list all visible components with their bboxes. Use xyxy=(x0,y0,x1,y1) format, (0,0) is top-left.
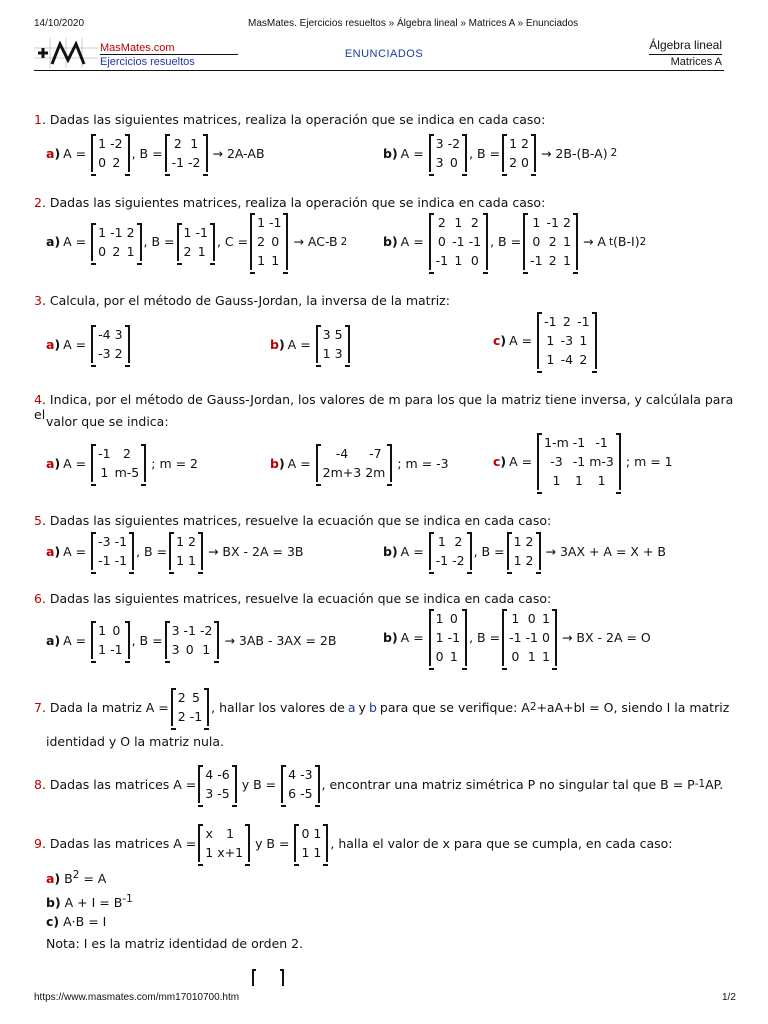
matrix: 4 -3 6 -5 xyxy=(281,765,319,803)
part-label: b xyxy=(383,630,392,645)
q2-part-b: b ) A = 2 1 2 0 -1 -1 -1 1 0 , B = 1 -1 2 0 2 1 -1 2 1 → A t (B-I) 2 xyxy=(383,215,647,268)
item-text: A·B = I xyxy=(63,914,107,929)
superscript: -1 xyxy=(694,778,706,790)
question-number: 4 xyxy=(34,392,42,407)
operation-cont: (B-I) xyxy=(613,234,640,249)
matrix: -3 -1 -1 -1 xyxy=(91,532,134,570)
matrix: x 1 1 x+1 xyxy=(198,824,250,862)
question-text: , halla el valor de x para que se cumpla, en cada caso: xyxy=(330,835,673,851)
q3-part-c: c ) A = -1 2 -1 1 -3 1 1 -4 2 xyxy=(493,312,599,369)
question-2 xyxy=(34,195,545,210)
matrix: 1 -1 2 0 2 1 -1 2 1 xyxy=(523,213,578,270)
operation: → AC-B xyxy=(293,234,338,249)
q3-part-b: b ) A = 3 5 1 3 xyxy=(270,325,352,363)
question-text: +aA+bI = O, siendo I la matriz xyxy=(536,699,730,715)
m-value: ; m = -3 xyxy=(397,455,449,471)
question-5 xyxy=(34,513,551,528)
part-label: b xyxy=(270,455,279,471)
question-text: . Calcula, por el método de Gauss-Jordan, la inversa de la matriz: xyxy=(41,293,450,308)
part-label: a xyxy=(46,871,55,887)
question-8 xyxy=(34,765,723,803)
matrix: 0 1 1 1 xyxy=(294,824,328,862)
question-number: 5 xyxy=(34,513,42,528)
variable-a: a xyxy=(347,699,356,715)
question-7-cont: identidad y O la matriz nula. xyxy=(46,734,225,749)
matrix: 1 -1 2 1 xyxy=(177,223,215,261)
q6-part-b: b ) A = 1 0 1 -1 0 1 , B = 1 0 1 -1 -1 0 0 1 1 → BX - 2A = O xyxy=(383,611,651,664)
operation: → A xyxy=(582,234,606,249)
question-3 xyxy=(34,293,450,308)
question-7 xyxy=(34,688,729,726)
question-text: . Dadas las siguientes matrices, resuelve la ecuación que se indica en cada caso: xyxy=(41,591,552,606)
question-number: 6 xyxy=(34,591,42,606)
question-text: y B = xyxy=(241,776,277,792)
superscript: -1 xyxy=(122,893,133,905)
part-label: a xyxy=(46,632,55,648)
part-label: b xyxy=(270,336,279,352)
question-4-cont: valor que se indica: xyxy=(46,414,169,429)
q6-part-a: a ) A = 1 0 1 -1 , B = 3 -1 -2 3 0 1 → 3AB - 3AX = 2B xyxy=(46,623,337,657)
question-9 xyxy=(34,824,673,862)
matrix: 1 0 1 -1 0 1 xyxy=(429,609,467,666)
part-label: c xyxy=(493,333,501,348)
operation: → BX - 2A = 3B xyxy=(207,543,304,559)
q2-part-a: a ) A = 1 -1 2 0 2 1 , B = 1 -1 2 1 , C = 1 -1 2 0 1 1 → AC-B 2 xyxy=(46,215,348,268)
superscript: 2 xyxy=(639,235,647,248)
question-text: , hallar los valores de xyxy=(211,699,345,715)
part-label: a xyxy=(46,234,55,249)
superscript: 2 xyxy=(529,701,537,713)
q1-part-a: a ) A = 1 -2 0 2 , B = 2 1 -1 -2 → 2A-AB xyxy=(46,136,265,170)
operation: → 3AB - 3AX = 2B xyxy=(224,632,337,648)
matrix: 2 5 2 -1 xyxy=(171,688,209,726)
superscript: 2 xyxy=(340,235,348,248)
q4-part-b: b ) A = -4 -7 2m+3 2m ; m = -3 xyxy=(270,446,449,480)
part-label: c xyxy=(493,454,501,469)
print-footer xyxy=(0,990,768,1004)
q4-part-a: a ) A = -1 2 1 m-5 ; m = 2 xyxy=(46,446,199,480)
matrix: 3 -2 3 0 xyxy=(429,134,467,172)
part-label: a xyxy=(46,336,55,352)
matrix: -1 2 1 m-5 xyxy=(91,444,146,482)
bracket-fragment xyxy=(250,968,290,988)
question-number: 3 xyxy=(34,293,42,308)
question-text: para que se verifique: A xyxy=(379,699,530,715)
item-text: = A xyxy=(79,871,107,887)
question-number: 7 xyxy=(34,699,42,715)
question-6 xyxy=(34,591,551,606)
matrix: 1 -1 2 0 1 1 xyxy=(250,213,288,270)
matrix: 2 1 2 0 -1 -1 -1 1 0 xyxy=(429,213,488,270)
question-1 xyxy=(34,112,545,127)
q9-item-b: b) $A + I = B^{-1}$ xyxy=(46,893,133,911)
question-text: . Dadas las matrices A = xyxy=(41,835,197,851)
matrix: 1 0 1 -1 xyxy=(91,621,129,659)
topic-title: Álgebra lineal xyxy=(649,38,722,52)
q9-item-a: a) $B^2 = A$ xyxy=(46,869,107,887)
q3-part-a: a ) A = -4 3 -3 2 xyxy=(46,325,132,363)
brand-subtitle: Ejercicios resueltos xyxy=(100,56,195,68)
matrix: 1 2 -1 -2 xyxy=(429,532,472,570)
matrix: -4 3 -3 2 xyxy=(91,325,129,363)
matrix: 1 2 2 0 xyxy=(502,134,536,172)
operation: → 2A-AB xyxy=(212,145,265,161)
operation: → 2B-(B-A) xyxy=(540,145,608,161)
matrix: 2 1 -1 -2 xyxy=(165,134,208,172)
topic-subtitle: Matrices A xyxy=(649,54,722,68)
operation: → 3AX + A = X + B xyxy=(545,543,666,559)
question-number: 9 xyxy=(34,835,42,851)
question-text: y B = xyxy=(255,835,290,851)
matrix: -1 2 -1 1 -3 1 1 -4 2 xyxy=(537,312,596,369)
print-header xyxy=(0,0,768,29)
q9-item-c: c) A·B = I xyxy=(46,914,107,929)
superscript: t xyxy=(608,235,614,248)
question-text: . Indica, por el método de Gauss-Jordan, los valores de m para los que la matriz tiene inversa, y calcúlala para el xyxy=(34,392,734,422)
print-page: 1/2 xyxy=(722,992,736,1003)
part-label: b xyxy=(383,145,392,161)
section-title: ENUNCIADOS xyxy=(344,48,424,60)
question-text: , encontrar una matriz simétrica P no singular tal que B = P xyxy=(321,776,695,792)
print-path: MasMates. Ejercicios resueltos » Álgebra lineal » Matrices A » Enunciados xyxy=(248,18,579,29)
matrix: 1 2 1 1 xyxy=(169,532,203,570)
part-label: b xyxy=(383,234,392,249)
question-number: 1 xyxy=(34,112,42,127)
print-date: 14/10/2020 xyxy=(34,18,85,29)
matrix: 1 0 1 -1 -1 0 0 1 1 xyxy=(502,609,557,666)
matrix: 4 -6 3 -5 xyxy=(198,765,236,803)
matrix: 3 -1 -2 3 0 1 xyxy=(165,621,220,659)
matrix: 1-m -1 -1 -3 -1 m-3 1 1 1 xyxy=(537,433,621,490)
question-text: AP. xyxy=(705,776,724,792)
variable-b: b xyxy=(368,699,377,715)
matrix: 1 -1 2 0 2 1 xyxy=(91,223,141,261)
question-number: 2 xyxy=(34,195,42,210)
matrix: 1 -2 0 2 xyxy=(91,134,129,172)
operation: → BX - 2A = O xyxy=(561,630,651,645)
matrix: 3 5 1 3 xyxy=(316,325,350,363)
q1-part-b: b ) A = 3 -2 3 0 , B = 1 2 2 0 → 2B-(B-A) 2 xyxy=(383,136,618,170)
conjunction: y xyxy=(358,699,366,715)
matrix: 1 2 1 2 xyxy=(507,532,541,570)
part-label: a xyxy=(46,145,55,161)
q4-part-c: c ) A = 1-m -1 -1 -3 -1 m-3 1 1 1 ; m = 1 xyxy=(493,435,673,488)
question-text: . Dadas las siguientes matrices, realiza la operación que se indica en cada caso: xyxy=(41,195,546,210)
matrix: -4 -7 2m+3 2m xyxy=(316,444,393,482)
question-text: . Dada la matriz A = xyxy=(41,699,169,715)
m-value: ; m = 2 xyxy=(151,455,199,471)
header-rule xyxy=(34,70,724,71)
item-text: B xyxy=(64,871,73,887)
part-label: b xyxy=(383,543,392,559)
topic-block xyxy=(649,38,722,68)
q9-note: Nota: I es la matriz identidad de orden 2. xyxy=(46,936,304,951)
question-text: . Dadas las siguientes matrices, realiza la operación que se indica en cada caso: xyxy=(41,112,546,127)
q5-part-b: b ) A = 1 2 -1 -2 , B = 1 2 1 2 → 3AX + A = X + B xyxy=(383,534,666,568)
question-text: . Dadas las matrices A = xyxy=(41,776,197,792)
part-label: a xyxy=(46,543,55,559)
part-label: c xyxy=(46,914,54,929)
part-label: a xyxy=(46,455,55,471)
part-label: b xyxy=(46,895,55,911)
m-value: ; m = 1 xyxy=(625,454,673,469)
superscript: 2 xyxy=(610,147,618,159)
print-url: https://www.masmates.com/mm17010700.htm xyxy=(34,992,240,1003)
item-text: A + I = B xyxy=(64,895,123,911)
superscript: 2 xyxy=(72,869,80,881)
q5-part-a: a ) A = -3 -1 -1 -1 , B = 1 2 1 1 → BX - 2A = 3B xyxy=(46,534,304,568)
brand-name: MasMates.com xyxy=(100,42,175,54)
question-text: . Dadas las siguientes matrices, resuelve la ecuación que se indica en cada caso: xyxy=(41,513,552,528)
question-number: 8 xyxy=(34,776,42,792)
